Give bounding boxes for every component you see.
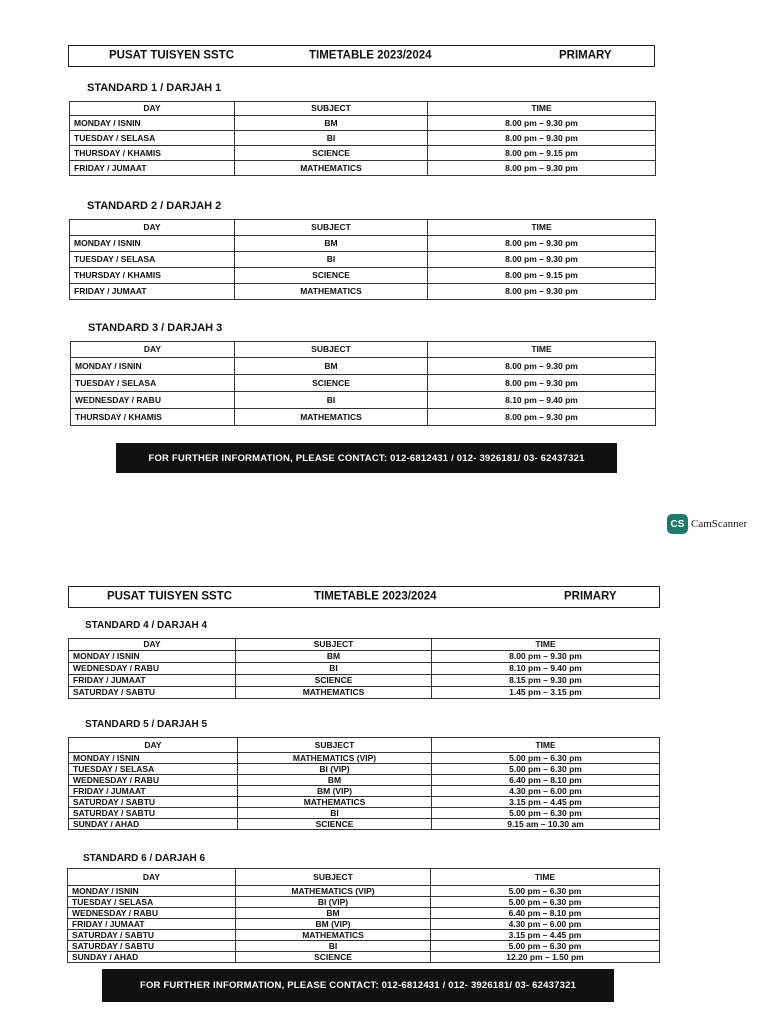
table-row <box>70 268 656 284</box>
subject-cell: BI <box>238 808 432 819</box>
table-row <box>70 146 656 161</box>
timetable-standard-5 <box>68 737 660 830</box>
col-header-time: TIME <box>428 220 656 236</box>
centre-name: PUSAT TUISYEN SSTC <box>107 590 233 603</box>
table-row <box>70 116 656 131</box>
subject-cell: BM <box>236 651 432 663</box>
day-cell: WEDNESDAY / RABU <box>68 908 236 919</box>
subject-cell: BI <box>235 252 428 268</box>
day-cell: SATURDAY / SABTU <box>68 930 236 941</box>
subject-cell: MATHEMATICS (VIP) <box>236 886 431 897</box>
day-cell: TUESDAY / SELASA <box>69 764 238 775</box>
table-row <box>69 808 660 819</box>
table-row <box>70 131 656 146</box>
time-cell: 8.00 pm – 9.15 pm <box>428 146 656 161</box>
day-cell: SATURDAY / SABTU <box>69 797 238 808</box>
contact-banner: FOR FURTHER INFORMATION, PLEASE CONTACT: 012-6812431 / 012- 3926181/ 03- 62437321 <box>116 443 617 473</box>
col-header-day: DAY <box>69 639 236 651</box>
time-cell: 5.00 pm – 6.30 pm <box>431 886 660 897</box>
time-cell: 12.20 pm – 1.50 pm <box>431 952 660 963</box>
col-header-subject: SUBJECT <box>235 342 428 358</box>
day-cell: WEDNESDAY / RABU <box>69 775 238 786</box>
col-header-time: TIME <box>431 869 660 886</box>
day-cell: TUESDAY / SELASA <box>68 897 236 908</box>
time-cell: 6.40 pm – 8.10 pm <box>432 775 660 786</box>
level-label: PRIMARY <box>559 49 612 62</box>
day-cell: MONDAY / ISNIN <box>71 358 235 375</box>
timetable-title: TIMETABLE 2023/2024 <box>314 590 437 603</box>
col-header-day: DAY <box>68 869 236 886</box>
day-cell: MONDAY / ISNIN <box>69 651 236 663</box>
time-cell: 8.00 pm – 9.30 pm <box>428 409 656 426</box>
subject-cell: MATHEMATICS <box>235 284 428 300</box>
time-cell: 8.00 pm – 9.30 pm <box>428 131 656 146</box>
time-cell: 5.00 pm – 6.30 pm <box>432 753 660 764</box>
level-label: PRIMARY <box>564 590 617 603</box>
subject-cell: BI <box>236 663 432 675</box>
day-cell: MONDAY / ISNIN <box>69 753 238 764</box>
col-header-time: TIME <box>432 738 660 753</box>
day-cell: TUESDAY / SELASA <box>70 131 235 146</box>
table-row <box>69 675 660 687</box>
section-title: STANDARD 4 / DARJAH 4 <box>85 620 208 631</box>
subject-cell: BI <box>235 392 428 409</box>
table-row <box>71 409 656 426</box>
subject-cell: SCIENCE <box>238 819 432 830</box>
table-row <box>70 284 656 300</box>
table-row <box>69 687 660 699</box>
time-cell: 5.00 pm – 6.30 pm <box>432 764 660 775</box>
time-cell: 9.15 am – 10.30 am <box>432 819 660 830</box>
day-cell: SUNDAY / AHAD <box>68 952 236 963</box>
col-header-day: DAY <box>71 342 235 358</box>
day-cell: MONDAY / ISNIN <box>70 236 235 252</box>
time-cell: 8.10 pm – 9.40 pm <box>428 392 656 409</box>
table-row <box>70 236 656 252</box>
table-row <box>68 886 660 897</box>
subject-cell: BM (VIP) <box>238 786 432 797</box>
table-row <box>68 919 660 930</box>
timetable-standard-2 <box>69 219 656 300</box>
table-row <box>69 764 660 775</box>
table-row <box>69 775 660 786</box>
day-cell: MONDAY / ISNIN <box>68 886 236 897</box>
subject-cell: BM <box>235 116 428 131</box>
day-cell: SATURDAY / SABTU <box>69 808 238 819</box>
table-row <box>69 797 660 808</box>
col-header-subject: SUBJECT <box>238 738 432 753</box>
day-cell: FRIDAY / JUMAAT <box>69 786 238 797</box>
day-cell: THURSDAY / KHAMIS <box>70 146 235 161</box>
table-row <box>71 392 656 409</box>
col-header-time: TIME <box>428 102 656 116</box>
table-row <box>69 651 660 663</box>
subject-cell: BM (VIP) <box>236 919 431 930</box>
table-row <box>68 908 660 919</box>
col-header-subject: SUBJECT <box>235 102 428 116</box>
day-cell: SUNDAY / AHAD <box>69 819 238 830</box>
day-cell: WEDNESDAY / RABU <box>71 392 235 409</box>
day-cell: MONDAY / ISNIN <box>70 116 235 131</box>
time-cell: 4.30 pm – 6.00 pm <box>431 919 660 930</box>
day-cell: FRIDAY / JUMAAT <box>68 919 236 930</box>
table-row <box>68 930 660 941</box>
table-row <box>68 897 660 908</box>
camscanner-logo-icon: CS <box>667 514 688 534</box>
time-cell: 8.00 pm – 9.30 pm <box>428 358 656 375</box>
time-cell: 5.00 pm – 6.30 pm <box>431 941 660 952</box>
timetable-standard-3 <box>70 341 656 426</box>
table-row <box>71 375 656 392</box>
day-cell: TUESDAY / SELASA <box>71 375 235 392</box>
subject-cell: MATHEMATICS (VIP) <box>238 753 432 764</box>
day-cell: SATURDAY / SABTU <box>69 687 236 699</box>
time-cell: 4.30 pm – 6.00 pm <box>432 786 660 797</box>
subject-cell: BM <box>235 358 428 375</box>
time-cell: 8.00 pm – 9.30 pm <box>428 252 656 268</box>
centre-name: PUSAT TUISYEN SSTC <box>109 49 235 62</box>
section-title: STANDARD 1 / DARJAH 1 <box>87 82 222 94</box>
section-title: STANDARD 3 / DARJAH 3 <box>88 322 223 334</box>
table-row <box>70 161 656 176</box>
time-cell: 6.40 pm – 8.10 pm <box>431 908 660 919</box>
subject-cell: MATHEMATICS <box>235 161 428 176</box>
col-header-subject: SUBJECT <box>236 639 432 651</box>
subject-cell: BI <box>235 131 428 146</box>
day-cell: FRIDAY / JUMAAT <box>70 284 235 300</box>
time-cell: 8.00 pm – 9.30 pm <box>428 236 656 252</box>
timetable-header <box>68 586 660 608</box>
time-cell: 8.00 pm – 9.30 pm <box>428 375 656 392</box>
col-header-day: DAY <box>70 220 235 236</box>
table-row <box>69 753 660 764</box>
section-title: STANDARD 2 / DARJAH 2 <box>87 200 222 212</box>
camscanner-label: CamScanner <box>691 518 748 530</box>
subject-cell: SCIENCE <box>236 675 432 687</box>
time-cell: 3.15 pm – 4.45 pm <box>432 797 660 808</box>
subject-cell: BI (VIP) <box>238 764 432 775</box>
table-row <box>71 358 656 375</box>
col-header-day: DAY <box>69 738 238 753</box>
table-row <box>69 819 660 830</box>
subject-cell: BM <box>235 236 428 252</box>
subject-cell: BM <box>236 908 431 919</box>
time-cell: 8.15 pm – 9.30 pm <box>432 675 660 687</box>
time-cell: 8.00 pm – 9.30 pm <box>432 651 660 663</box>
table-row <box>68 941 660 952</box>
col-header-time: TIME <box>432 639 660 651</box>
col-header-subject: SUBJECT <box>236 869 431 886</box>
day-cell: WEDNESDAY / RABU <box>69 663 236 675</box>
subject-cell: BM <box>238 775 432 786</box>
subject-cell: SCIENCE <box>235 375 428 392</box>
subject-cell: MATHEMATICS <box>236 687 432 699</box>
table-row <box>68 952 660 963</box>
subject-cell: MATHEMATICS <box>236 930 431 941</box>
time-cell: 5.00 pm – 6.30 pm <box>431 897 660 908</box>
subject-cell: SCIENCE <box>235 146 428 161</box>
subject-cell: BI (VIP) <box>236 897 431 908</box>
day-cell: FRIDAY / JUMAAT <box>70 161 235 176</box>
day-cell: FRIDAY / JUMAAT <box>69 675 236 687</box>
col-header-time: TIME <box>428 342 656 358</box>
table-row <box>70 252 656 268</box>
day-cell: TUESDAY / SELASA <box>70 252 235 268</box>
timetable-title: TIMETABLE 2023/2024 <box>309 49 432 62</box>
col-header-day: DAY <box>70 102 235 116</box>
timetable-standard-1 <box>69 101 656 176</box>
time-cell: 8.00 pm – 9.30 pm <box>428 284 656 300</box>
col-header-subject: SUBJECT <box>235 220 428 236</box>
camscanner-watermark <box>667 514 747 534</box>
timetable-standard-6 <box>67 868 660 963</box>
day-cell: THURSDAY / KHAMIS <box>70 268 235 284</box>
time-cell: 5.00 pm – 6.30 pm <box>432 808 660 819</box>
time-cell: 8.10 pm – 9.40 pm <box>432 663 660 675</box>
contact-banner: FOR FURTHER INFORMATION, PLEASE CONTACT: 012-6812431 / 012- 3926181/ 03- 62437321 <box>102 969 614 1002</box>
day-cell: THURSDAY / KHAMIS <box>71 409 235 426</box>
table-row <box>69 663 660 675</box>
timetable-standard-4 <box>68 638 660 699</box>
subject-cell: SCIENCE <box>236 952 431 963</box>
subject-cell: SCIENCE <box>235 268 428 284</box>
time-cell: 3.15 pm – 4.45 pm <box>431 930 660 941</box>
time-cell: 8.00 pm – 9.30 pm <box>428 116 656 131</box>
day-cell: SATURDAY / SABTU <box>68 941 236 952</box>
table-row <box>69 786 660 797</box>
section-title: STANDARD 5 / DARJAH 5 <box>85 719 208 730</box>
time-cell: 1.45 pm – 3.15 pm <box>432 687 660 699</box>
section-title: STANDARD 6 / DARJAH 6 <box>83 853 206 864</box>
time-cell: 8.00 pm – 9.30 pm <box>428 161 656 176</box>
timetable-header <box>68 45 655 67</box>
time-cell: 8.00 pm – 9.15 pm <box>428 268 656 284</box>
subject-cell: MATHEMATICS <box>238 797 432 808</box>
subject-cell: MATHEMATICS <box>235 409 428 426</box>
subject-cell: BI <box>236 941 431 952</box>
